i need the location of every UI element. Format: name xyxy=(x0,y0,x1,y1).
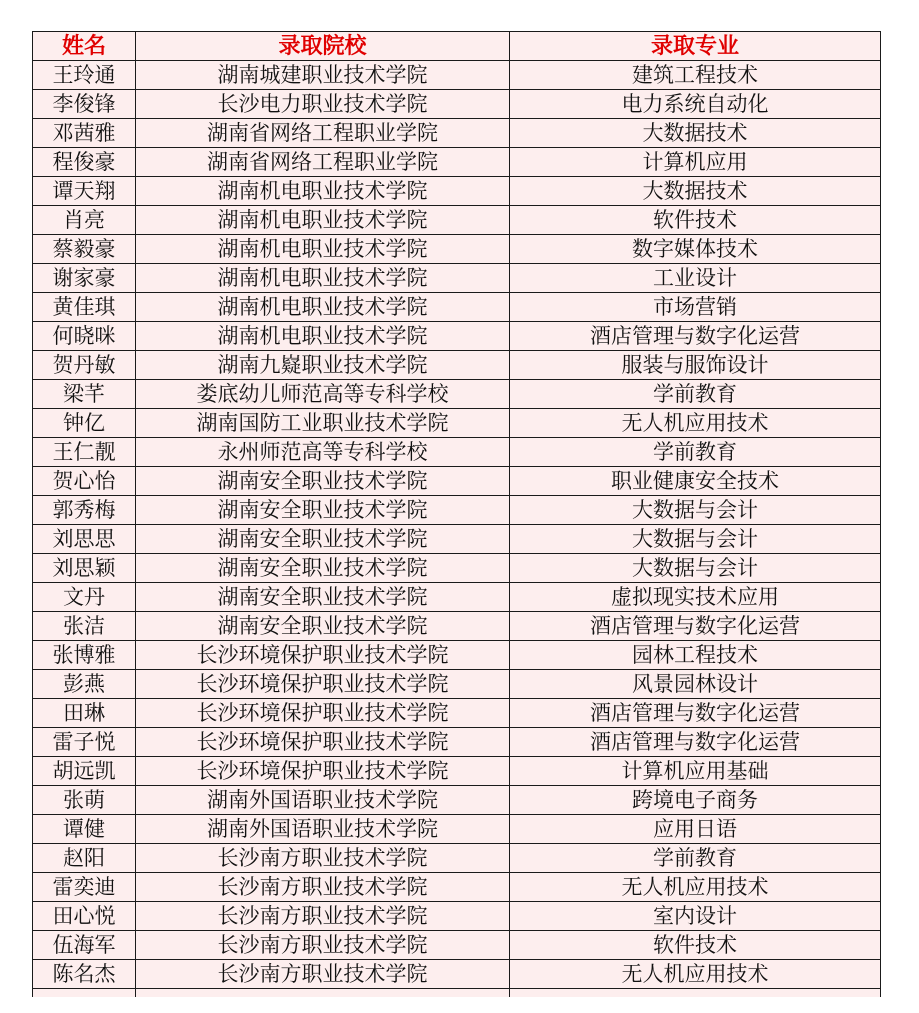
table-row xyxy=(33,641,881,670)
table-row xyxy=(33,670,881,699)
cell-major: 大数据技术 xyxy=(510,119,881,148)
cell-major: 虚拟现实技术应用 xyxy=(510,583,881,612)
cell-major: 大数据与会计 xyxy=(510,525,881,554)
table-row xyxy=(33,815,881,844)
cell-major: 无人机应用技术 xyxy=(510,409,881,438)
table-row xyxy=(33,467,881,496)
cell-empty xyxy=(510,989,881,998)
cell-name: 张洁 xyxy=(33,612,136,641)
cell-school: 湖南国防工业职业技术学院 xyxy=(136,409,510,438)
cell-school: 湖南安全职业技术学院 xyxy=(136,554,510,583)
cell-major: 酒店管理与数字化运营 xyxy=(510,322,881,351)
cell-school: 湖南城建职业技术学院 xyxy=(136,61,510,90)
cell-name: 贺心怡 xyxy=(33,467,136,496)
cell-major: 职业健康安全技术 xyxy=(510,467,881,496)
cell-school: 湖南机电职业技术学院 xyxy=(136,177,510,206)
cell-major: 大数据与会计 xyxy=(510,554,881,583)
cell-school: 湖南机电职业技术学院 xyxy=(136,264,510,293)
table-row xyxy=(33,960,881,989)
cell-name: 田心悦 xyxy=(33,902,136,931)
cell-name: 刘思颖 xyxy=(33,554,136,583)
cell-school: 湖南机电职业技术学院 xyxy=(136,206,510,235)
cell-school: 长沙南方职业技术学院 xyxy=(136,960,510,989)
admission-table xyxy=(32,31,881,997)
table-row xyxy=(33,612,881,641)
table-row xyxy=(33,235,881,264)
table-row xyxy=(33,583,881,612)
table-row xyxy=(33,902,881,931)
cell-school: 长沙环境保护职业技术学院 xyxy=(136,728,510,757)
cell-name: 程俊豪 xyxy=(33,148,136,177)
table-row xyxy=(33,931,881,960)
cell-major: 风景园林设计 xyxy=(510,670,881,699)
table-row xyxy=(33,525,881,554)
cell-major: 无人机应用技术 xyxy=(510,960,881,989)
cell-major: 软件技术 xyxy=(510,206,881,235)
cell-name: 王仁靓 xyxy=(33,438,136,467)
cell-major: 大数据与会计 xyxy=(510,496,881,525)
table-row xyxy=(33,293,881,322)
cell-major: 学前教育 xyxy=(510,380,881,409)
cell-name: 赵阳 xyxy=(33,844,136,873)
cell-name: 何晓咪 xyxy=(33,322,136,351)
cell-school: 长沙南方职业技术学院 xyxy=(136,873,510,902)
cell-name: 文丹 xyxy=(33,583,136,612)
cell-name: 张博雅 xyxy=(33,641,136,670)
table-row xyxy=(33,148,881,177)
table-row xyxy=(33,873,881,902)
cell-empty xyxy=(33,989,136,998)
cell-empty xyxy=(136,989,510,998)
cell-major: 跨境电子商务 xyxy=(510,786,881,815)
table-row xyxy=(33,728,881,757)
table-row xyxy=(33,757,881,786)
cell-name: 伍海军 xyxy=(33,931,136,960)
cell-major: 建筑工程技术 xyxy=(510,61,881,90)
cell-school: 长沙南方职业技术学院 xyxy=(136,844,510,873)
cell-major: 计算机应用 xyxy=(510,148,881,177)
cell-major: 园林工程技术 xyxy=(510,641,881,670)
cell-major: 电力系统自动化 xyxy=(510,90,881,119)
cell-name: 胡远凯 xyxy=(33,757,136,786)
cell-school: 湖南安全职业技术学院 xyxy=(136,467,510,496)
cell-major: 工业设计 xyxy=(510,264,881,293)
cell-school: 长沙环境保护职业技术学院 xyxy=(136,757,510,786)
table-row xyxy=(33,206,881,235)
table-row xyxy=(33,322,881,351)
cell-name: 蔡毅豪 xyxy=(33,235,136,264)
cell-school: 湖南外国语职业技术学院 xyxy=(136,786,510,815)
cell-school: 长沙南方职业技术学院 xyxy=(136,931,510,960)
cell-name: 陈名杰 xyxy=(33,960,136,989)
cell-school: 娄底幼儿师范高等专科学校 xyxy=(136,380,510,409)
cell-name: 王玲通 xyxy=(33,61,136,90)
header-major: 录取专业 xyxy=(510,32,881,61)
table-row xyxy=(33,554,881,583)
cell-name: 雷子悦 xyxy=(33,728,136,757)
table-row xyxy=(33,61,881,90)
cell-name: 谢家豪 xyxy=(33,264,136,293)
cell-school: 湖南机电职业技术学院 xyxy=(136,322,510,351)
cell-school: 湖南九嶷职业技术学院 xyxy=(136,351,510,380)
cell-major: 数字媒体技术 xyxy=(510,235,881,264)
cell-major: 计算机应用基础 xyxy=(510,757,881,786)
cell-name: 邓茜雅 xyxy=(33,119,136,148)
cell-school: 湖南安全职业技术学院 xyxy=(136,612,510,641)
header-school: 录取院校 xyxy=(136,32,510,61)
cell-name: 张萌 xyxy=(33,786,136,815)
cell-school: 湖南安全职业技术学院 xyxy=(136,525,510,554)
table-row xyxy=(33,380,881,409)
cell-name: 郭秀梅 xyxy=(33,496,136,525)
table-row xyxy=(33,119,881,148)
cell-school: 湖南省网络工程职业学院 xyxy=(136,148,510,177)
table-row xyxy=(33,786,881,815)
cell-school: 长沙电力职业技术学院 xyxy=(136,90,510,119)
cell-major: 酒店管理与数字化运营 xyxy=(510,728,881,757)
cell-name: 李俊锋 xyxy=(33,90,136,119)
table-body xyxy=(33,61,881,998)
cell-name: 雷奕迪 xyxy=(33,873,136,902)
table-row xyxy=(33,351,881,380)
cell-major: 市场营销 xyxy=(510,293,881,322)
cell-major: 学前教育 xyxy=(510,438,881,467)
cell-school: 长沙南方职业技术学院 xyxy=(136,902,510,931)
table-row xyxy=(33,409,881,438)
cell-school: 湖南安全职业技术学院 xyxy=(136,496,510,525)
cell-school: 永州师范高等专科学校 xyxy=(136,438,510,467)
cell-major: 酒店管理与数字化运营 xyxy=(510,612,881,641)
cell-name: 梁芊 xyxy=(33,380,136,409)
cell-name: 贺丹敏 xyxy=(33,351,136,380)
cell-major: 无人机应用技术 xyxy=(510,873,881,902)
table-row xyxy=(33,438,881,467)
cell-major: 酒店管理与数字化运营 xyxy=(510,699,881,728)
cell-school: 长沙环境保护职业技术学院 xyxy=(136,670,510,699)
cell-school: 湖南机电职业技术学院 xyxy=(136,235,510,264)
header-row xyxy=(33,32,881,61)
table-row xyxy=(33,264,881,293)
cell-major: 室内设计 xyxy=(510,902,881,931)
table-row xyxy=(33,496,881,525)
cell-name: 谭健 xyxy=(33,815,136,844)
cell-major: 学前教育 xyxy=(510,844,881,873)
cell-school: 湖南外国语职业技术学院 xyxy=(136,815,510,844)
table-row xyxy=(33,177,881,206)
cell-school: 湖南安全职业技术学院 xyxy=(136,583,510,612)
cell-name: 黄佳琪 xyxy=(33,293,136,322)
cell-major: 大数据技术 xyxy=(510,177,881,206)
cell-name: 肖亮 xyxy=(33,206,136,235)
table-row-partial xyxy=(33,989,881,998)
cell-name: 彭燕 xyxy=(33,670,136,699)
cell-major: 软件技术 xyxy=(510,931,881,960)
cell-school: 长沙环境保护职业技术学院 xyxy=(136,699,510,728)
header-name: 姓名 xyxy=(33,32,136,61)
cell-name: 钟亿 xyxy=(33,409,136,438)
cell-name: 谭天翔 xyxy=(33,177,136,206)
table-row xyxy=(33,844,881,873)
cell-school: 长沙环境保护职业技术学院 xyxy=(136,641,510,670)
cell-major: 服装与服饰设计 xyxy=(510,351,881,380)
cell-name: 田琳 xyxy=(33,699,136,728)
cell-major: 应用日语 xyxy=(510,815,881,844)
cell-school: 湖南省网络工程职业学院 xyxy=(136,119,510,148)
cell-name: 刘思思 xyxy=(33,525,136,554)
cell-school: 湖南机电职业技术学院 xyxy=(136,293,510,322)
table-row xyxy=(33,90,881,119)
table-row xyxy=(33,699,881,728)
